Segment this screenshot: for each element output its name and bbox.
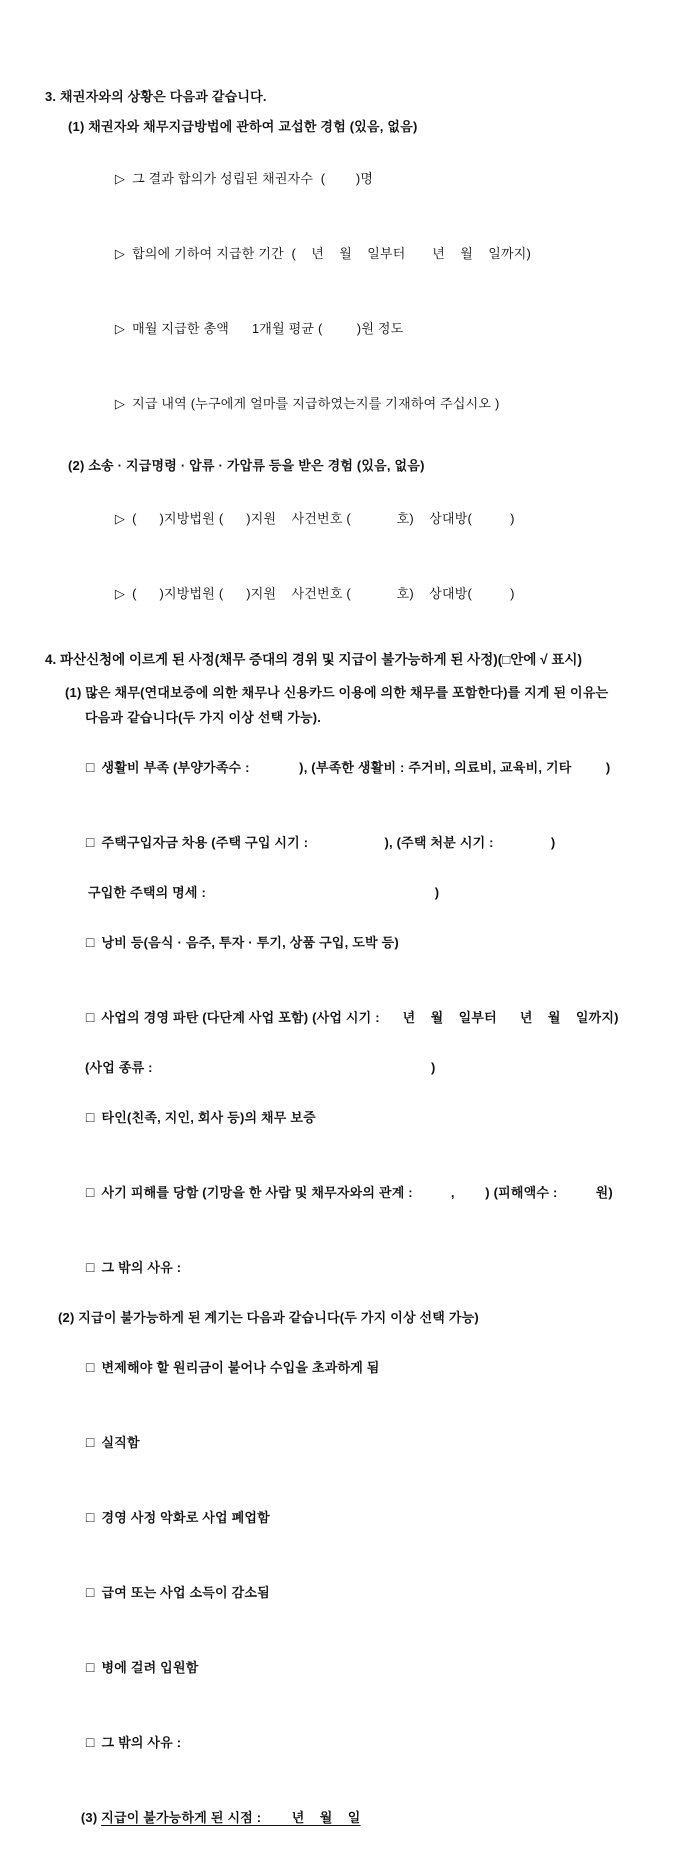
- checkbox-icon[interactable]: □: [85, 759, 95, 775]
- checkbox-icon[interactable]: □: [85, 1359, 95, 1375]
- checkbox-row-business-failure: [45, 980, 650, 1055]
- negotiation-item-creditors: [45, 141, 650, 216]
- checkbox-row-waste: [45, 905, 650, 980]
- line-text: 지급 내역 (누구에게 얼마를 지급하였는지를 기재하여 주십시오 ): [132, 396, 500, 411]
- checkbox-label: 변제해야 할 원리금이 불어나 수입을 초과하게 됨: [101, 1360, 380, 1375]
- checkbox-icon[interactable]: □: [85, 1509, 95, 1525]
- checkbox-icon[interactable]: □: [85, 934, 95, 950]
- section4-triggers-title: (2) 지급이 불가능하게 된 계기는 다음과 같습니다(두 가지 이상 선택 가능): [58, 1310, 479, 1325]
- checkbox-label: 낭비 등(음식 · 음주, 투자 · 투기, 상품 구입, 도박 등): [101, 935, 399, 950]
- line-text: ( )지방법원 ( )지원 사건번호 ( 호) 상대방( ): [132, 511, 515, 526]
- house-detail-line: 구입한 주택의 명세 : ): [88, 885, 440, 900]
- checkbox-row-guarantee: [45, 1080, 650, 1155]
- line-text: 합의에 기하여 지급한 기간 ( 년 월 일부터 년 월 일까지): [132, 246, 532, 261]
- negotiation-item-monthly-total: [45, 291, 650, 366]
- checkbox-row-house-loan: [45, 805, 650, 880]
- checkbox-label: 사기 피해를 당함 (기망을 한 사람 및 채무자와의 관계 : , ) (피해액수 : 원): [101, 1185, 613, 1200]
- checkbox-icon[interactable]: □: [85, 1009, 95, 1025]
- checkbox-label: 병에 걸려 입원함: [101, 1660, 199, 1675]
- lawsuit-court-row: [45, 556, 650, 631]
- checkbox-row-principal-exceeds-income: [45, 1330, 650, 1405]
- section3-title: 3. 채권자와의 상황은 다음과 같습니다.: [45, 89, 267, 104]
- checkbox-label: 경영 사정 악화로 사업 폐업함: [101, 1510, 270, 1525]
- form-content: [45, 84, 650, 1855]
- inability-date-number: (3): [80, 1810, 102, 1825]
- section4-inability-date-line: [45, 1780, 650, 1855]
- checkbox-label: 생활비 부족 (부양가족수 : ), (부족한 생활비 : 주거비, 의료비, 교육비, 기타 ): [101, 760, 611, 775]
- checkbox-icon[interactable]: □: [85, 1584, 95, 1600]
- checkbox-icon[interactable]: □: [85, 1184, 95, 1200]
- triangle-bullet-icon: ▷: [114, 171, 126, 186]
- checkbox-row-job-loss: [45, 1405, 650, 1480]
- checkbox-icon[interactable]: □: [85, 834, 95, 850]
- section3-negotiation-title: (1) 채권자와 채무지급방법에 관하여 교섭한 경험 (있음, 없음): [68, 119, 418, 134]
- checkbox-row-living-cost: [45, 730, 650, 805]
- lawsuit-court-row: [45, 481, 650, 556]
- negotiation-item-payment-detail: [45, 366, 650, 441]
- inability-date-text: 지급이 불가능하게 된 시점 : 년 월 일: [101, 1810, 361, 1825]
- checkbox-row-business-closure: [45, 1480, 650, 1555]
- checkbox-row-hospitalization: [45, 1630, 650, 1705]
- checkbox-label: 그 밖의 사유 :: [101, 1260, 182, 1275]
- line-text: 그 결과 합의가 성립된 채권자수 ( )명: [132, 171, 374, 186]
- line-text: ( )지방법원 ( )지원 사건번호 ( 호) 상대방( ): [132, 586, 515, 601]
- checkbox-label: 타인(친족, 지인, 회사 등)의 채무 보증: [101, 1110, 316, 1125]
- checkbox-label: 실직함: [101, 1435, 140, 1450]
- negotiation-item-period: [45, 216, 650, 291]
- checkbox-icon[interactable]: □: [85, 1259, 95, 1275]
- checkbox-row-income-decrease: [45, 1555, 650, 1630]
- section4-debt-reasons-title-line1: (1) 많은 채무(연대보증에 의한 채무나 신용카드 이용에 의한 채무를 포함한다)를 지게 된 이유는: [65, 685, 609, 700]
- triangle-bullet-icon: ▷: [114, 396, 126, 411]
- business-type-line: (사업 종류 : ): [85, 1060, 436, 1075]
- triangle-bullet-icon: ▷: [114, 246, 126, 261]
- checkbox-label: 그 밖의 사유 :: [101, 1735, 182, 1750]
- section4-title: 4. 파산신청에 이르게 된 사정(채무 증대의 경위 및 지급이 불가능하게 된 사정)(□안에 √ 표시): [45, 652, 582, 667]
- checkbox-icon[interactable]: □: [85, 1109, 95, 1125]
- section4-debt-reasons-title-line2: 다음과 같습니다(두 가지 이상 선택 가능).: [85, 710, 322, 725]
- checkbox-icon[interactable]: □: [85, 1434, 95, 1450]
- checkbox-row-other-reason: [45, 1230, 650, 1305]
- checkbox-label: 급여 또는 사업 소득이 감소됨: [101, 1585, 270, 1600]
- checkbox-icon[interactable]: □: [85, 1659, 95, 1675]
- section3-lawsuit-title: (2) 소송 · 지급명령 · 압류 · 가압류 등을 받은 경험 (있음, 없음): [68, 458, 425, 473]
- triangle-bullet-icon: ▷: [114, 321, 126, 336]
- triangle-bullet-icon: ▷: [114, 586, 126, 601]
- checkbox-row-other-trigger: [45, 1705, 650, 1780]
- checkbox-label: 주택구입자금 차용 (주택 구입 시기 : ), (주택 처분 시기 : ): [101, 835, 556, 850]
- checkbox-icon[interactable]: □: [85, 1734, 95, 1750]
- line-text: 매월 지급한 총액 1개월 평균 ( )원 정도: [132, 321, 404, 336]
- triangle-bullet-icon: ▷: [114, 511, 126, 526]
- checkbox-label: 사업의 경영 파탄 (다단계 사업 포함) (사업 시기 : 년 월 일부터 년 월 일까지): [101, 1010, 619, 1025]
- checkbox-row-fraud: [45, 1155, 650, 1230]
